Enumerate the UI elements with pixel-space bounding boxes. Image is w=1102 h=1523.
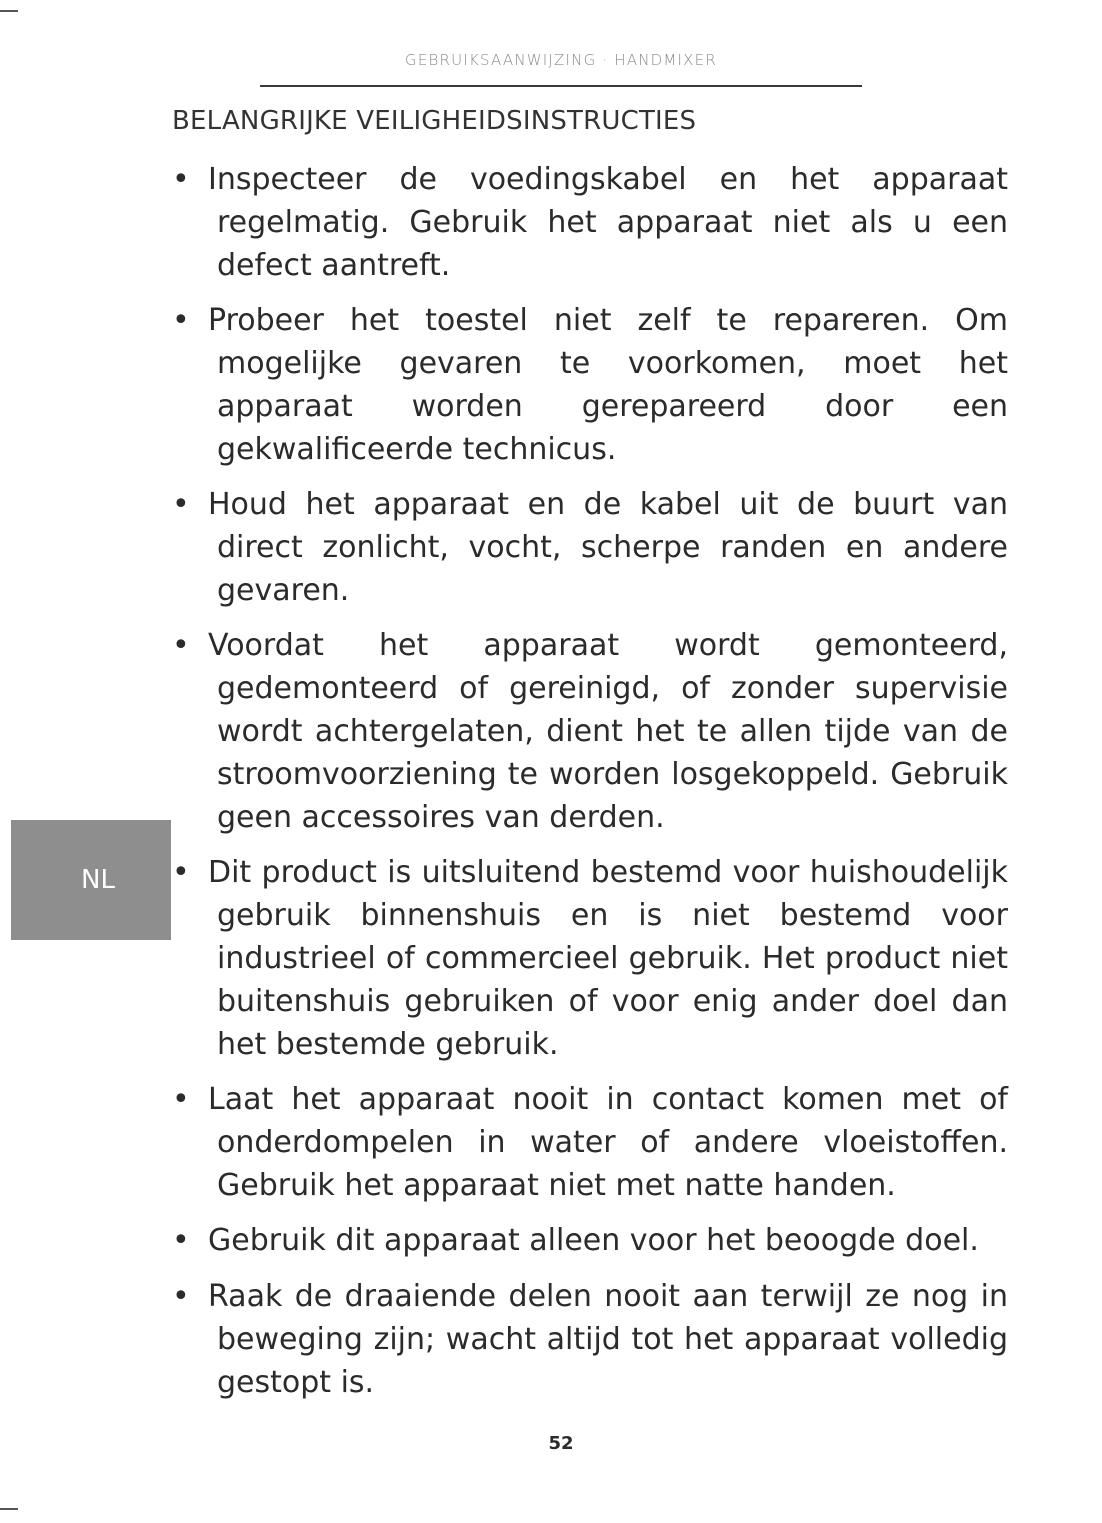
- bullet-icon: •: [172, 628, 190, 663]
- list-item-text: Houd het apparaat en de kabel uit de buurt van direct zonlicht, vocht, scherpe randen en andere gevaren.: [208, 487, 1008, 608]
- bullet-icon: •: [172, 1082, 190, 1117]
- list-item-text: Gebruik dit apparaat alleen voor het beoogde doel.: [208, 1223, 979, 1258]
- list-item-text: Dit product is uitsluitend bestemd voor huishoudelijk gebruik binnenshuis en is niet bestemd voor industrieel of commercieel gebruik. Het product niet buitenshuis gebruiken of voor enig ander doel dan het bestemde gebruik.: [208, 855, 1008, 1062]
- section-title: BELANGRIJKE VEILIGHEIDSINSTRUCTIES: [172, 106, 697, 136]
- list-item-text: Laat het apparaat nooit in contact komen met of onderdompelen in water of andere vloeistoffen. Gebruik het apparaat niet met natte handen.: [208, 1082, 1008, 1203]
- page-number: 52: [548, 1433, 574, 1454]
- bullet-icon: •: [172, 162, 190, 197]
- list-item-text: Probeer het toestel niet zelf te repareren. Om mogelijke gevaren te voorkomen, moet het apparaat worden gerepareerd door een gekwalificeerde technicus.: [208, 303, 1008, 467]
- crop-mark-top: [0, 10, 18, 12]
- running-header: GEBRUIKSAANWIJZING · HANDMIXER: [405, 51, 717, 69]
- bullet-icon: •: [172, 1223, 190, 1258]
- language-tab: NL: [11, 820, 171, 940]
- header-divider: [260, 85, 862, 87]
- list-item-text: Voordat het apparaat wordt gemonteerd, gedemonteerd of gereinigd, of zonder supervisie wordt achtergelaten, dient het te allen tijde van de stroomvoorziening te worden losgekoppeld. Gebruik geen accessoires van derden.: [208, 628, 1008, 835]
- bullet-icon: •: [172, 855, 190, 890]
- list-item-text: Inspecteer de voedingskabel en het apparaat regelmatig. Gebruik het apparaat niet als u een defect aantreft.: [208, 162, 1008, 283]
- bullet-icon: •: [172, 303, 190, 338]
- list-item-text: Raak de draaiende delen nooit aan terwijl ze nog in beweging zijn; wacht altijd tot het apparaat volledig gestopt is.: [208, 1279, 1008, 1400]
- bullet-icon: •: [172, 487, 190, 522]
- crop-mark-bottom: [0, 1508, 18, 1510]
- bullet-icon: •: [172, 1279, 190, 1314]
